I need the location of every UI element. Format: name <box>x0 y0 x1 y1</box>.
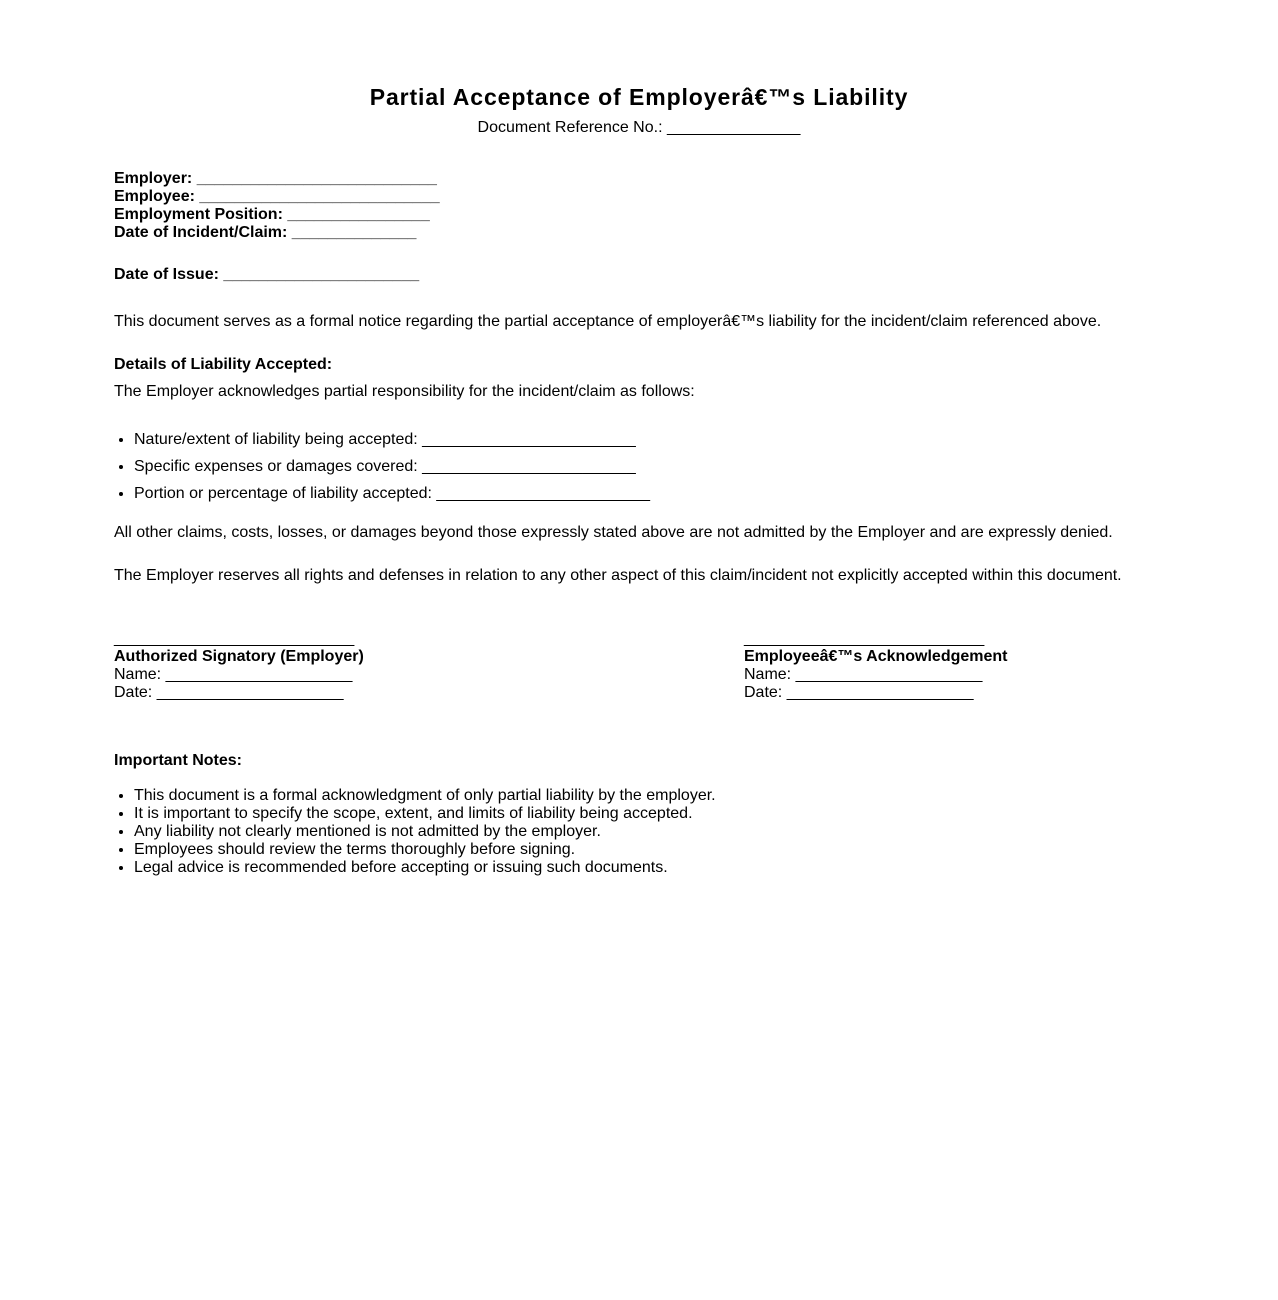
list-item: • Any liability not clearly mentioned is not admitted by the employer. <box>134 823 716 841</box>
date-of-incident-field: Date of Incident/Claim: ______________ <box>114 224 417 241</box>
denial-paragraph: All other claims, costs, losses, or damages beyond those expressly stated above are not admitted by the Employer and are expressly denied. <box>114 524 1113 541</box>
list-item: • Legal advice is recommended before accepting or issuing such documents. <box>134 859 716 877</box>
liability-items-list <box>114 426 650 507</box>
employment-position-field: Employment Position: ________________ <box>114 206 430 223</box>
list-item: • It is important to specify the scope, extent, and limits of liability being accepted. <box>134 805 716 823</box>
employee-name-field: Name: _____________________ <box>744 666 983 683</box>
list-item: • This document is a formal acknowledgment of only partial liability by the employer. <box>134 787 716 805</box>
details-heading: Details of Liability Accepted: <box>114 356 333 373</box>
intro-paragraph: This document serves as a formal notice regarding the partial acceptance of employerâ€™s liability for the incident/claim referenced above. <box>114 313 1102 330</box>
list-item: • Employees should review the terms thoroughly before signing. <box>134 841 716 859</box>
employer-name-field: Name: _____________________ <box>114 666 353 683</box>
employer-signatory-title: Authorized Signatory (Employer) <box>114 648 364 665</box>
list-item: • Portion or percentage of liability accepted: ________________________ <box>134 480 650 507</box>
notes-list <box>114 787 716 877</box>
employee-signature-line: ___________________________ <box>744 630 985 647</box>
employee-date-field: Date: _____________________ <box>744 684 974 701</box>
date-of-issue-field: Date of Issue: ______________________ <box>114 266 420 283</box>
employee-field: Employee: ___________________________ <box>114 188 440 205</box>
reservation-paragraph: The Employer reserves all rights and defenses in relation to any other aspect of this claim/incident not explicitly accepted within this document. <box>114 567 1122 584</box>
details-lead: The Employer acknowledges partial responsibility for the incident/claim as follows: <box>114 383 695 400</box>
employee-acknowledgement-title: Employeeâ€™s Acknowledgement <box>744 648 1008 665</box>
notes-heading: Important Notes: <box>114 752 242 769</box>
document-reference: Document Reference No.: _______________ <box>477 119 801 136</box>
employer-date-field: Date: _____________________ <box>114 684 344 701</box>
document-title: Partial Acceptance of Employerâ€™s Liability <box>369 84 909 110</box>
list-item: • Specific expenses or damages covered: ________________________ <box>134 453 650 480</box>
employee-signature-block <box>744 630 1008 702</box>
employer-signature-block <box>114 630 364 702</box>
employer-field: Employer: ___________________________ <box>114 170 437 187</box>
employer-signature-line: ___________________________ <box>114 630 355 647</box>
list-item: • Nature/extent of liability being accepted: ________________________ <box>134 426 650 453</box>
